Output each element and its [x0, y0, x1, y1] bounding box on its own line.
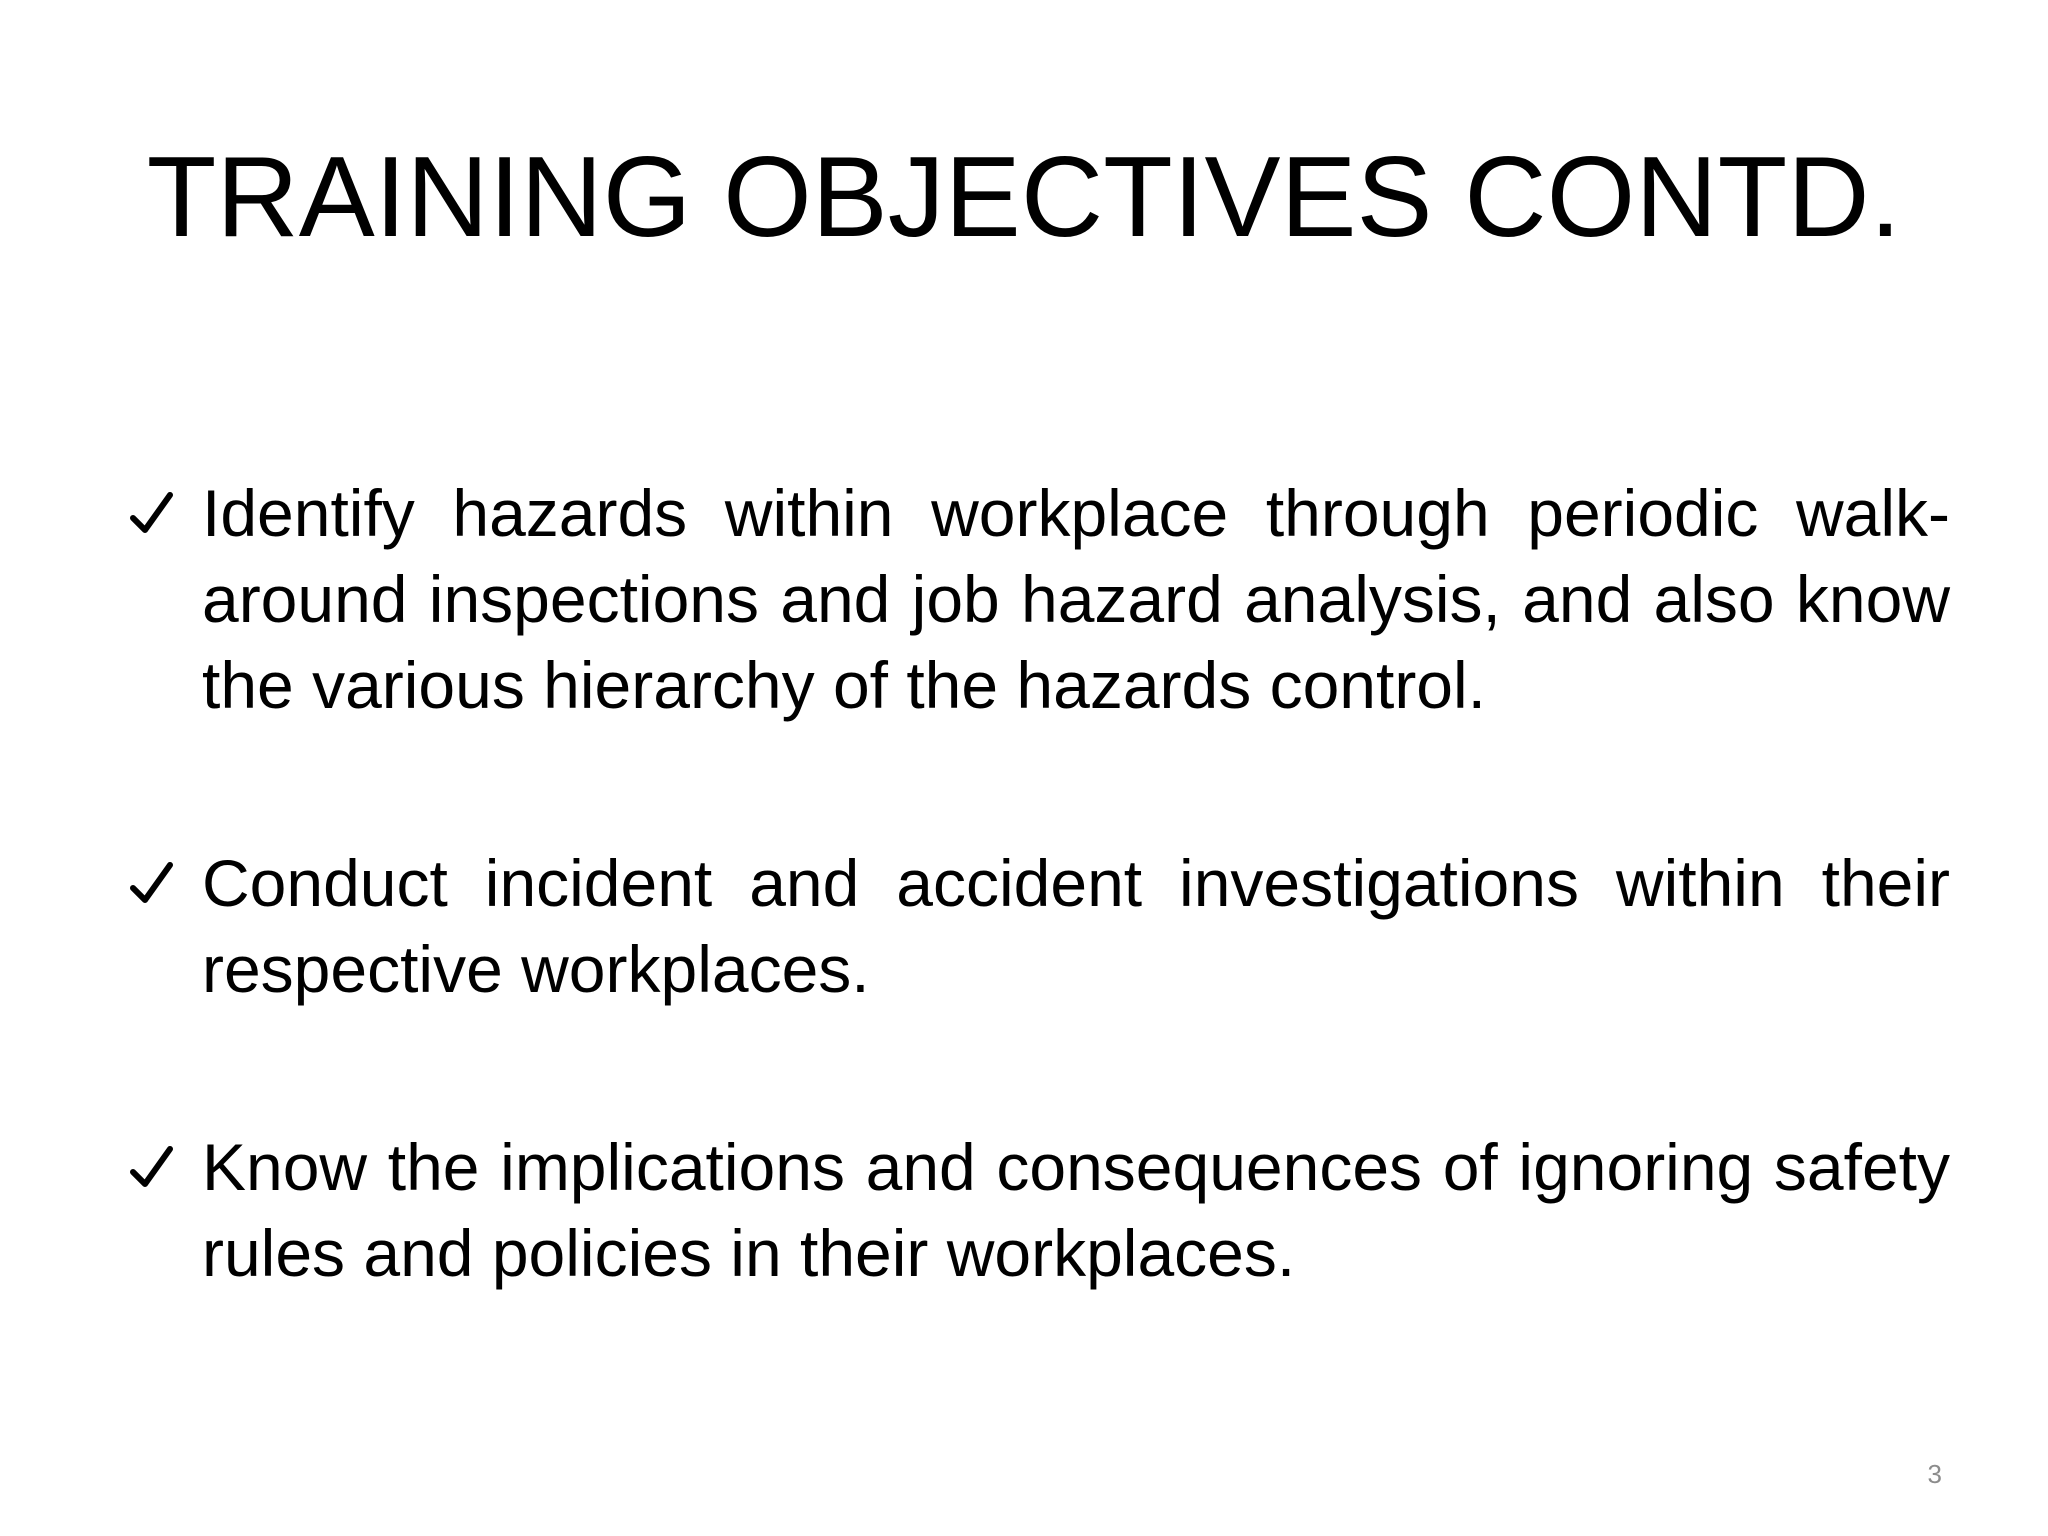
- list-item: [130, 1124, 1950, 1296]
- page-number: 3: [1927, 1459, 1942, 1489]
- checkmark-icon: [130, 1124, 190, 1210]
- list-item-text: Know the implications and consequences of ignoring safety rules and policies in their workplaces.: [202, 1130, 1950, 1290]
- list-item: [130, 840, 1950, 1012]
- slide-title: TRAINING OBJECTIVES CONTD.: [146, 134, 1902, 261]
- list-item: [130, 470, 1950, 728]
- list-item-text: Conduct incident and accident investigations within their respective workplaces.: [202, 846, 1950, 1006]
- objectives-list: [130, 470, 1950, 1296]
- checkmark-icon: [130, 470, 190, 556]
- checkmark-icon: [130, 840, 190, 926]
- list-item-text: Identify hazards within workplace through periodic walk-around inspections and job hazard analysis, and also know the various hierarchy of the hazards control.: [202, 476, 1950, 722]
